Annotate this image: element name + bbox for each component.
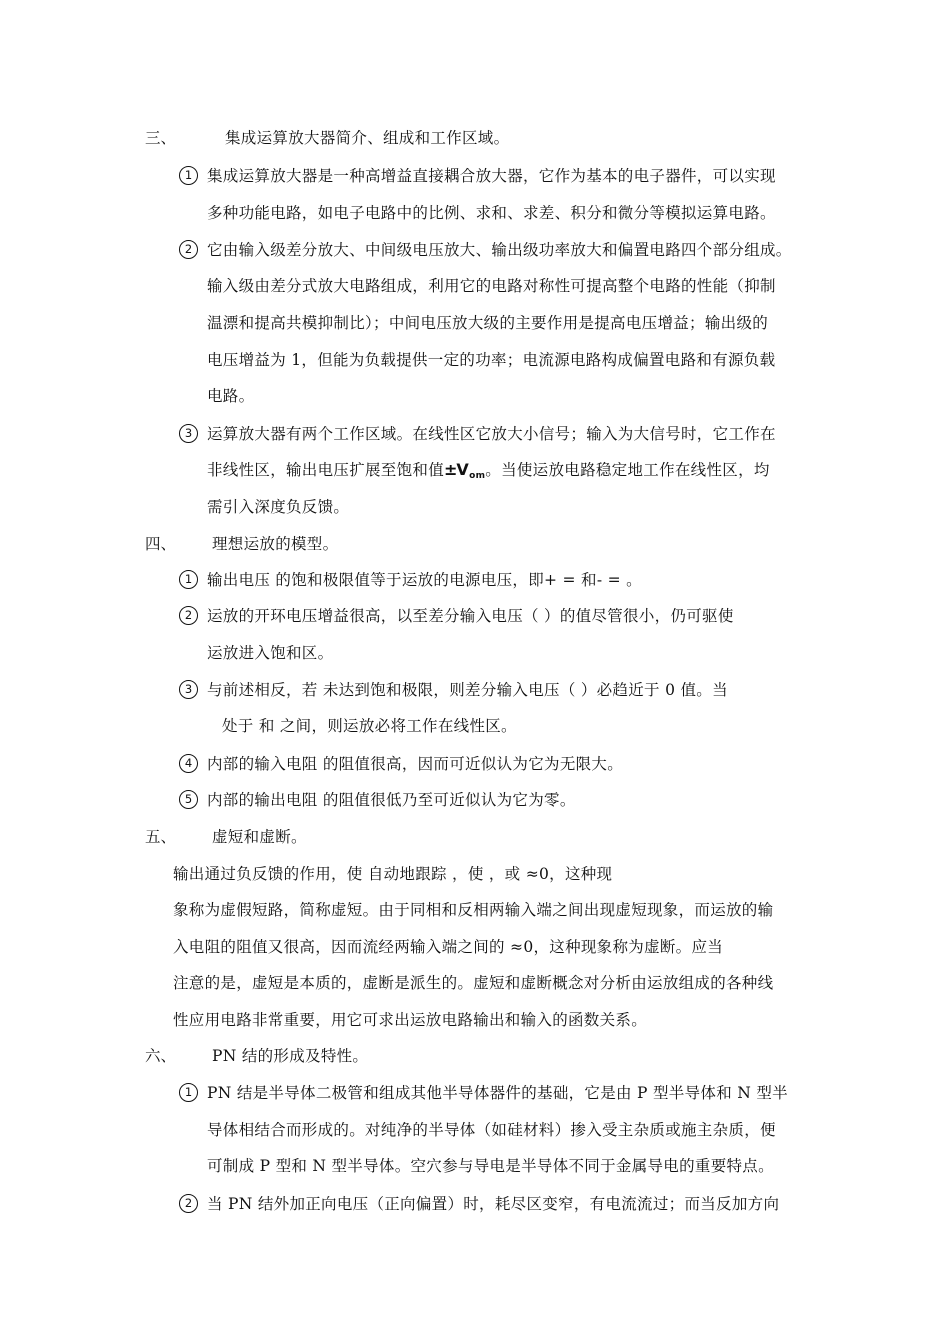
text-line: 输入级由差分式放大电路组成，利用它的电路对称性可提高整个电路的性能（抑制	[207, 277, 776, 295]
item-marker: 2	[179, 606, 198, 625]
plus-minus-sign: ±	[444, 460, 457, 479]
text-line: 多种功能电路，如电子电路中的比例、求和、求差、积分和微分等模拟运算电路。	[207, 204, 776, 222]
text-line: 内部的输出电阻 的阻值很低乃至可近似认为它为零。	[207, 791, 576, 809]
text-segment: 。当使运放电路稳定地工作在线性区，均	[485, 461, 770, 479]
item-marker: 5	[179, 790, 198, 809]
text-line: 可制成 P 型和 N 型半导体。空穴参与导电是半导体不同于金属导电的重要特点。	[207, 1157, 774, 1175]
text-line: 运放进入饱和区。	[207, 644, 334, 662]
om-subscript: om	[469, 471, 486, 481]
section-title: 理想运放的模型。	[212, 535, 339, 553]
item-marker: 1	[179, 1083, 198, 1102]
text-line: 电路。	[207, 387, 255, 405]
text-line: 温漂和提高共模抑制比）；中间电压放大级的主要作用是提高电压增益；输出级的	[207, 314, 769, 332]
item-marker: 3	[179, 424, 198, 443]
text-line: 内部的输入电阻 的阻值很高，因而可近似认为它为无限大。	[207, 755, 624, 773]
text-line: 需引入深度负反馈。	[207, 498, 350, 516]
section-number: 五、	[145, 828, 177, 846]
item-marker: 2	[179, 1194, 198, 1213]
text-line: 导体相结合而形成的。对纯净的半导体（如硅材料）掺入受主杂质或施主杂质，便	[207, 1121, 776, 1139]
section-number: 六、	[145, 1047, 177, 1065]
item-marker: 4	[179, 754, 198, 773]
text-line: 注意的是，虚短是本质的，虚断是派生的。虚短和虚断概念对分析由运放组成的各种线	[173, 974, 774, 992]
vom-symbol	[444, 460, 485, 486]
text-line: 电压增益为 1，但能为负载提供一定的功率；电流源电路构成偏置电路和有源负载	[207, 351, 776, 369]
item-marker: 1	[179, 570, 198, 589]
item-marker: 1	[179, 166, 198, 185]
text-line: 象称为虚假短路，简称虚短。由于同相和反相两输入端之间出现虚短现象，而运放的输	[173, 901, 774, 919]
text-line: PN 结是半导体二极管和组成其他半导体器件的基础，它是由 P 型半导体和 N 型半	[207, 1084, 788, 1102]
text-line: 集成运算放大器是一种高增益直接耦合放大器，它作为基本的电子器件，可以实现	[207, 167, 776, 185]
text-line: 性应用电路非常重要，用它可求出运放电路输出和输入的函数关系。	[173, 1011, 648, 1029]
section-number: 四、	[145, 535, 177, 553]
text-segment: 非线性区，输出电压扩展至饱和值	[207, 461, 445, 479]
item-marker: 2	[179, 240, 198, 259]
text-line: 输出通过负反馈的作用，使 自动地跟踪 ，使 ，或 ≈0，这种现	[173, 865, 613, 883]
item-marker: 3	[179, 680, 198, 699]
text-line: 运放的开环电压增益很高，以至差分输入电压（ ）的值尽管很小，仍可驱使	[207, 607, 734, 625]
text-line: 与前述相反，若 未达到饱和极限，则差分输入电压（ ）必趋近于 0 值。当	[207, 681, 728, 699]
text-line: 输出电压 的饱和极限值等于运放的电源电压，即+ = 和- = 。	[207, 571, 642, 589]
section-title: 虚短和虚断。	[212, 828, 307, 846]
text-line: 入电阻的阻值又很高，因而流经两输入端之间的 ≈0，这种现象称为虚断。应当	[173, 938, 724, 956]
v-symbol: V	[456, 460, 470, 479]
section-title: 集成运算放大器简介、组成和工作区域。	[225, 129, 510, 147]
text-line: 处于 和 之间，则运放必将工作在线性区。	[222, 717, 517, 735]
section-title: PN 结的形成及特性。	[212, 1047, 369, 1065]
text-line: 运算放大器有两个工作区域。在线性区它放大小信号；输入为大信号时，它工作在	[207, 425, 776, 443]
section-number: 三、	[145, 129, 177, 147]
text-line: 它由输入级差分放大、中间级电压放大、输出级功率放大和偏置电路四个部分组成。	[207, 241, 792, 259]
text-line: 当 PN 结外加正向电压（正向偏置）时，耗尽区变窄，有电流流过；而当反加方向	[207, 1195, 780, 1213]
text-line	[207, 460, 770, 486]
